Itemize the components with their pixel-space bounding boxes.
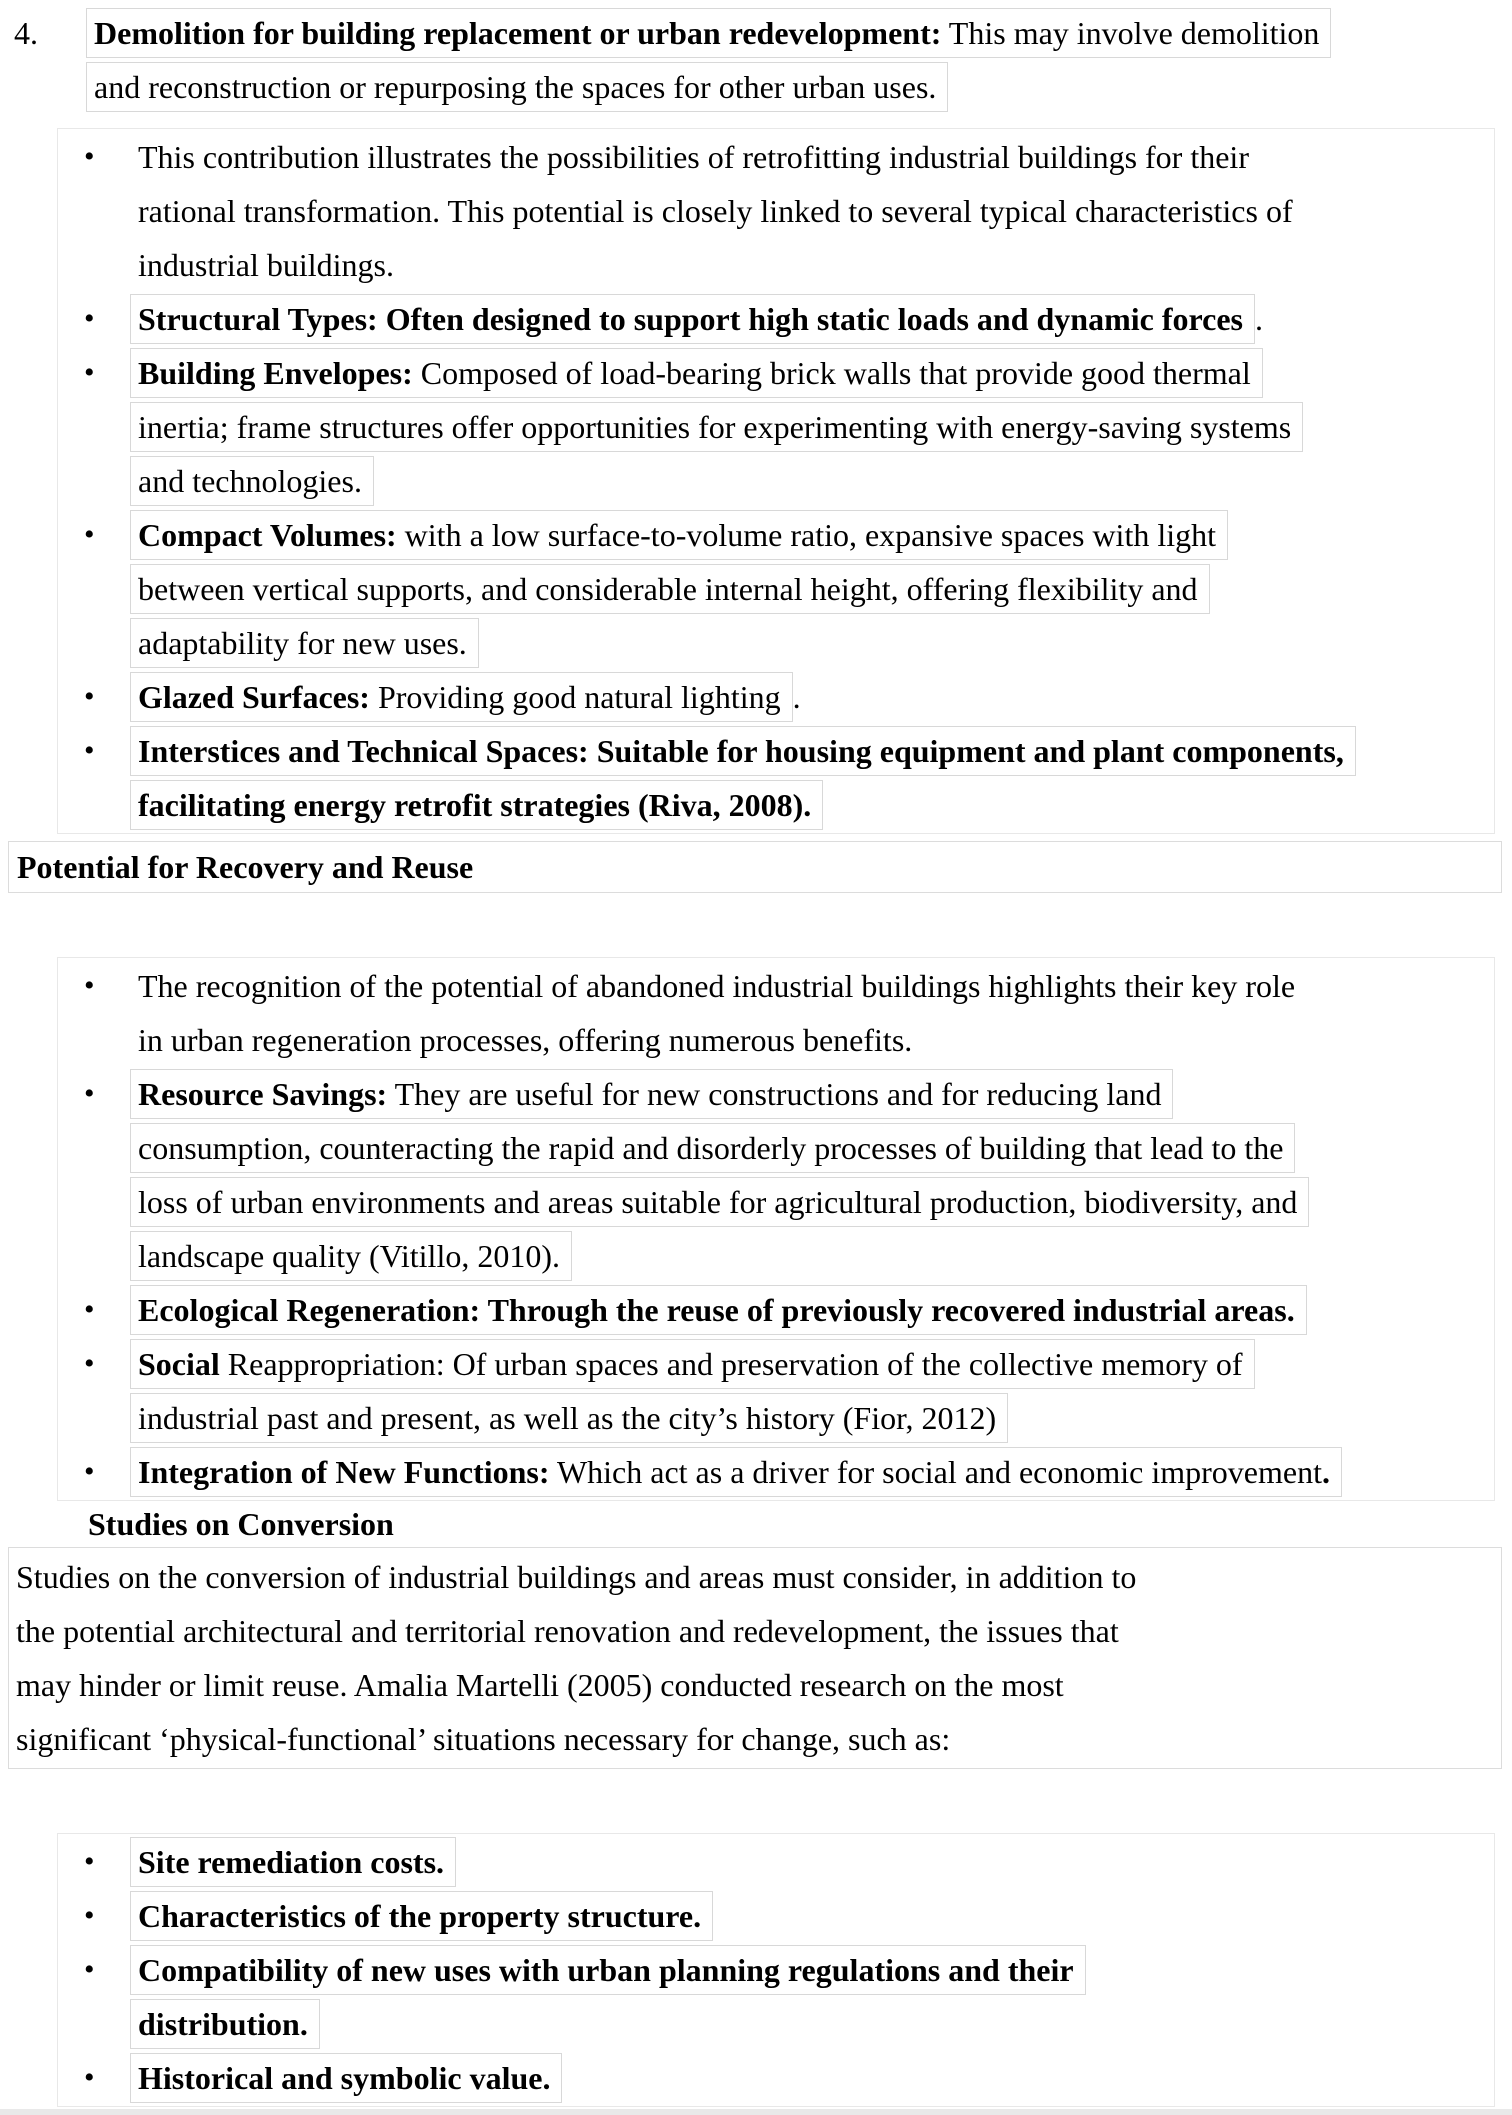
vertical-spacer	[0, 893, 1512, 943]
bullet-icon: •	[84, 1293, 95, 1326]
paragraph-line	[16, 1550, 1501, 1604]
text-line	[138, 778, 1494, 832]
bullet-icon: •	[84, 1077, 95, 1110]
list-item	[58, 1835, 1494, 1889]
text-run: This contribution illustrates the possibilities of retrofitting industrial buildings for their	[138, 138, 1249, 175]
paragraph-block	[8, 1547, 1502, 1769]
text-run: with a low surface-to-volume ratio, expansive spaces with light	[396, 516, 1216, 553]
text-run: industrial past and present, as well as the city’s history (Fior, 2012)	[138, 1399, 997, 1436]
line-highlight-box	[130, 564, 1210, 614]
line-highlight-box	[130, 1945, 1086, 1995]
vertical-spacer	[0, 1769, 1512, 1819]
bullet-icon: •	[84, 356, 95, 389]
line-highlight-box	[130, 618, 479, 668]
text-run: Social	[138, 1345, 220, 1382]
line-highlight-box	[130, 510, 1228, 560]
text-line	[138, 959, 1494, 1013]
line-highlight-box	[86, 62, 948, 112]
bullet-icon: •	[84, 2061, 95, 2094]
line-highlight-box	[130, 1177, 1309, 1227]
boxed-bullet-list	[57, 1833, 1495, 2107]
line-highlight-box	[130, 1339, 1255, 1389]
text-line	[138, 508, 1494, 562]
text-line	[138, 1229, 1494, 1283]
text-run: consumption, counteracting the rapid and disorderly processes of building that lead to the	[138, 1129, 1284, 1166]
text-line	[138, 670, 1494, 724]
text-run: industrial buildings.	[138, 246, 394, 283]
text-line	[138, 454, 1494, 508]
line-highlight-box	[130, 2053, 562, 2103]
text-run: landscape quality (Vitillo, 2010).	[138, 1237, 560, 1274]
text-run: Reappropriation: Of urban spaces and preservation of the collective memory of	[219, 1345, 1243, 1382]
text-run: distribution.	[138, 2005, 308, 2042]
list-item	[58, 346, 1494, 508]
bullet-icon: •	[84, 140, 95, 173]
text-run: rational transformation. This potential is closely linked to several typical characteristics of	[138, 192, 1293, 229]
text-run: Ecological Regeneration: Through the reuse of previously recovered industrial areas.	[138, 1291, 1295, 1328]
text-line	[138, 1943, 1494, 1997]
line-highlight-box	[130, 1231, 572, 1281]
list-item-number: 4.	[14, 14, 38, 51]
list-item	[58, 130, 1494, 292]
text-run: Integration of New Functions:	[138, 1453, 550, 1490]
text-run: Structural Types: Often designed to support high static loads and dynamic forces	[138, 300, 1243, 337]
list-item	[58, 292, 1494, 346]
text-run: inertia; frame structures offer opportunities for experimenting with energy-saving systems	[138, 408, 1292, 445]
text-run: Resource Savings:	[138, 1075, 388, 1112]
list-item	[58, 724, 1494, 832]
text-run: facilitating energy retrofit strategies (Riva, 2008).	[138, 786, 812, 823]
text-run: loss of urban environments and areas suitable for agricultural production, biodiversity, and	[138, 1183, 1298, 1220]
line-highlight-box	[130, 456, 374, 506]
text-run: Glazed Surfaces:	[138, 678, 370, 715]
bullet-icon: •	[84, 969, 95, 1002]
text-run: significant ‘physical-functional’ situations necessary for change, such as:	[16, 1720, 951, 1757]
list-item	[58, 508, 1494, 670]
list-item	[58, 959, 1494, 1067]
numbered-list-item	[0, 0, 1512, 114]
line-highlight-box	[130, 402, 1303, 452]
text-run: This may involve demolition	[941, 14, 1320, 51]
list-item	[58, 1889, 1494, 1943]
paragraph-line	[16, 1712, 1501, 1766]
list-item	[58, 1943, 1494, 2051]
text-line	[138, 1445, 1494, 1499]
section-heading-boxed	[8, 841, 1502, 893]
bullet-icon: •	[84, 518, 95, 551]
text-run: Studies on the conversion of industrial buildings and areas must consider, in addition to	[16, 1558, 1137, 1595]
list-item	[58, 2051, 1494, 2105]
text-line	[138, 1835, 1494, 1889]
text-line	[138, 400, 1494, 454]
bullet-icon: •	[84, 1953, 95, 1986]
text-run: Compatibility of new uses with urban planning regulations and their	[138, 1951, 1074, 1988]
paragraph-line	[16, 1658, 1501, 1712]
text-run: The recognition of the potential of abandoned industrial buildings highlights their key role	[138, 967, 1296, 1004]
text-line	[138, 1391, 1494, 1445]
boxed-bullet-list	[57, 128, 1495, 834]
text-run: Providing good natural lighting	[369, 678, 781, 715]
text-run: Which act as a driver for social and economic improvement	[549, 1453, 1322, 1490]
text-run: They are useful for new constructions and for reducing land	[387, 1075, 1162, 1112]
text-run: Interstices and Technical Spaces: Suitable for housing equipment and plant components,	[138, 732, 1344, 769]
section-heading: Potential for Recovery and Reuse	[17, 848, 474, 885]
text-run: Historical and symbolic value.	[138, 2059, 551, 2096]
text-line	[138, 1121, 1494, 1175]
page-edge-strip	[0, 2109, 1512, 2115]
bullet-icon: •	[84, 1845, 95, 1878]
subsection-heading	[88, 1503, 1512, 1545]
text-run: .	[792, 678, 801, 715]
text-line	[138, 346, 1494, 400]
text-run: Characteristics of the property structure.	[138, 1897, 702, 1934]
text-run: in urban regeneration processes, offering numerous benefits.	[138, 1021, 913, 1058]
text-run: Compact Volumes:	[138, 516, 397, 553]
text-run: Site remediation costs.	[138, 1843, 445, 1880]
text-run: adaptability for new uses.	[138, 624, 467, 661]
line-highlight-box	[130, 1285, 1307, 1335]
text-line	[138, 238, 1494, 292]
text-run: Building Envelopes:	[138, 354, 413, 391]
text-line	[138, 1889, 1494, 1943]
text-run: and technologies.	[138, 462, 362, 499]
bullet-icon: •	[84, 1899, 95, 1932]
line-highlight-box	[130, 1393, 1008, 1443]
line-highlight-box	[130, 1891, 713, 1941]
text-line	[138, 562, 1494, 616]
text-run: may hinder or limit reuse. Amalia Martelli (2005) conducted research on the most	[16, 1666, 1064, 1703]
text-line	[94, 6, 1512, 60]
text-run: between vertical supports, and considerable internal height, offering flexibility and	[138, 570, 1198, 607]
text-line	[138, 724, 1494, 778]
text-run: .	[1321, 1453, 1330, 1490]
text-line	[138, 130, 1494, 184]
line-highlight-box	[130, 1123, 1295, 1173]
list-item	[58, 1337, 1494, 1445]
list-item	[58, 670, 1494, 724]
text-line	[138, 1997, 1494, 2051]
line-highlight-box	[130, 780, 823, 830]
text-line	[138, 2051, 1494, 2105]
bullet-icon: •	[84, 734, 95, 767]
text-line	[138, 616, 1494, 670]
bullet-icon: •	[84, 302, 95, 335]
text-line	[94, 60, 1512, 114]
line-highlight-box	[130, 726, 1356, 776]
bullet-icon: •	[84, 1455, 95, 1488]
list-item	[58, 1283, 1494, 1337]
text-line	[138, 1013, 1494, 1067]
text-line	[138, 1337, 1494, 1391]
text-line	[138, 1175, 1494, 1229]
boxed-bullet-list	[57, 957, 1495, 1501]
text-run: and reconstruction or repurposing the spaces for other urban uses.	[94, 68, 937, 105]
text-run: the potential architectural and territorial renovation and redevelopment, the issues that	[16, 1612, 1119, 1649]
line-highlight-box	[130, 672, 793, 722]
line-highlight-box	[86, 8, 1331, 58]
text-run: Composed of load-bearing brick walls that provide good thermal	[412, 354, 1251, 391]
text-line	[138, 1067, 1494, 1121]
text-line	[138, 292, 1494, 346]
text-run: Demolition for building replacement or urban redevelopment:	[94, 14, 942, 51]
text-run: .	[1254, 300, 1263, 337]
bullet-icon: •	[84, 1347, 95, 1380]
paragraph-line	[16, 1604, 1501, 1658]
line-highlight-box	[130, 1999, 320, 2049]
bullet-icon: •	[84, 680, 95, 713]
line-highlight-box	[130, 294, 1255, 344]
line-highlight-box	[130, 1447, 1342, 1497]
line-highlight-box	[130, 348, 1263, 398]
text-line	[138, 184, 1494, 238]
subsection-heading-text: Studies on Conversion	[88, 1505, 394, 1542]
text-line	[138, 1283, 1494, 1337]
line-highlight-box	[130, 1069, 1173, 1119]
list-item	[58, 1445, 1494, 1499]
line-highlight-box	[130, 1837, 456, 1887]
list-item	[58, 1067, 1494, 1283]
